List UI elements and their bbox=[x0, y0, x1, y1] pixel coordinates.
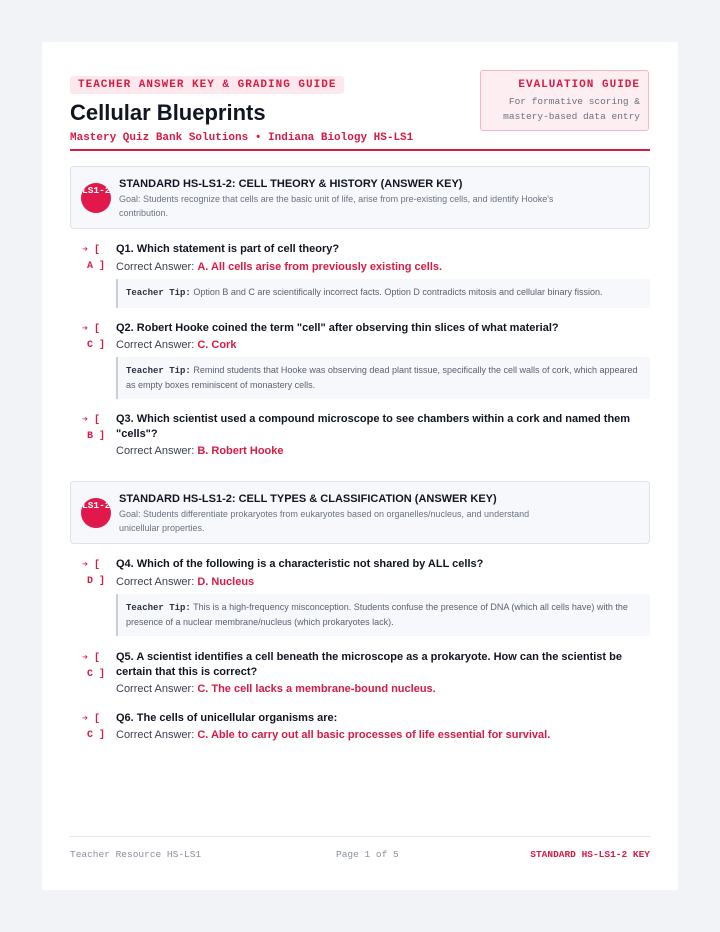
footer-resource: Teacher Resource HS-LS1 bbox=[70, 849, 202, 860]
teacher-tip-label: Teacher Tip: bbox=[126, 288, 191, 298]
footer-divider bbox=[70, 836, 650, 837]
correct-answer-value: D. Nucleus bbox=[197, 576, 255, 588]
section-goal: Goal: Students differentiate prokaryotes from eukaryotes based on organelles/nucleus, and understand unicellular properties. bbox=[119, 509, 530, 533]
answer-marker-letter: C ] bbox=[87, 730, 106, 741]
teacher-tip bbox=[116, 279, 650, 308]
answer-marker bbox=[82, 322, 112, 354]
answer-marker bbox=[82, 413, 112, 445]
document-tag: TEACHER ANSWER KEY & GRADING GUIDE bbox=[70, 76, 344, 94]
page-title: Cellular Blueprints bbox=[70, 100, 266, 125]
standard-badge: LS1-2 bbox=[81, 183, 111, 213]
answer-key-page bbox=[42, 42, 678, 890]
correct-answer bbox=[116, 339, 236, 351]
correct-answer-label: Correct Answer: bbox=[116, 339, 195, 351]
evaluation-guide-line-1: For formative scoring & bbox=[508, 96, 640, 107]
answer-marker bbox=[82, 558, 112, 590]
evaluation-guide-description bbox=[481, 94, 640, 124]
answer-marker-arrow: ➔ [ bbox=[82, 714, 101, 725]
question-text: Q4. Which of the following is a characteristic not shared by ALL cells? bbox=[116, 558, 484, 570]
teacher-tip-label: Teacher Tip: bbox=[126, 366, 191, 376]
correct-answer-value: A. All cells arise from previously existing cells. bbox=[197, 261, 443, 273]
correct-answer-label: Correct Answer: bbox=[116, 261, 195, 273]
page-subtitle: Mastery Quiz Bank Solutions • Indiana Biology HS-LS1 bbox=[70, 132, 414, 144]
answer-marker-letter: A ] bbox=[87, 261, 106, 272]
teacher-tip-text: Option B and C are scientifically incorrect facts. Option D contradicts mitosis and cellular binary fission. bbox=[193, 287, 603, 297]
teacher-tip-label: Teacher Tip: bbox=[126, 603, 191, 613]
correct-answer-label: Correct Answer: bbox=[116, 683, 195, 695]
evaluation-guide-box bbox=[480, 70, 649, 131]
standard-badge: LS1-2 bbox=[81, 498, 111, 528]
section-cell-theory bbox=[70, 166, 650, 229]
question-text: Q2. Robert Hooke coined the term "cell" after observing thin slices of what material? bbox=[116, 322, 559, 334]
correct-answer-label: Correct Answer: bbox=[116, 576, 195, 588]
answer-marker-arrow: ➔ [ bbox=[82, 324, 101, 335]
header-divider bbox=[70, 149, 650, 151]
section-goal: Goal: Students recognize that cells are the basic unit of life, arise from pre-existing cells, and identify Hooke's contribution. bbox=[119, 194, 554, 218]
answer-marker-arrow: ➔ [ bbox=[82, 415, 101, 426]
correct-answer bbox=[116, 261, 442, 273]
question-text: Q5. A scientist identifies a cell beneath the microscope as a prokaryote. How can the scientist be certain that this is correct? bbox=[116, 651, 622, 678]
correct-answer-value: C. Able to carry out all basic processes of life essential for survival. bbox=[197, 729, 551, 741]
section-title: STANDARD HS-LS1-2: CELL TYPES & CLASSIFICATION (ANSWER KEY) bbox=[119, 493, 497, 505]
teacher-tip bbox=[116, 594, 650, 636]
answer-marker-letter: C ] bbox=[87, 340, 106, 351]
correct-answer bbox=[116, 729, 550, 741]
correct-answer bbox=[116, 683, 436, 695]
correct-answer bbox=[116, 445, 284, 457]
answer-marker-arrow: ➔ [ bbox=[82, 245, 101, 256]
answer-marker bbox=[82, 243, 112, 275]
evaluation-guide-title: EVALUATION GUIDE bbox=[518, 79, 640, 91]
question-text: Q3. Which scientist used a compound microscope to see chambers within a cork and named them "cells"? bbox=[116, 413, 631, 440]
question-text: Q6. The cells of unicellular organisms are: bbox=[116, 712, 338, 724]
correct-answer-label: Correct Answer: bbox=[116, 729, 195, 741]
answer-marker bbox=[82, 651, 112, 683]
evaluation-guide-line-2: mastery-based data entry bbox=[503, 111, 640, 122]
teacher-tip-text: This is a high-frequency misconception. Students confuse the presence of DNA (which all cells have) with the presence of a nuclear membrane/nucleus (which prokaryotes lack). bbox=[126, 602, 628, 627]
answer-marker-arrow: ➔ [ bbox=[82, 653, 101, 664]
answer-marker-arrow: ➔ [ bbox=[82, 560, 101, 571]
teacher-tip-text: Remind students that Hooke was observing dead plant tissue, specifically the cell walls of cork, which appeared as empty boxes reminiscent of monastery cells. bbox=[126, 365, 638, 390]
footer-page-number: Page 1 of 5 bbox=[336, 849, 399, 860]
correct-answer-label: Correct Answer: bbox=[116, 445, 195, 457]
footer-standard: STANDARD HS-LS1-2 KEY bbox=[530, 849, 650, 860]
section-cell-types bbox=[70, 481, 650, 544]
answer-marker bbox=[82, 712, 112, 744]
section-title: STANDARD HS-LS1-2: CELL THEORY & HISTORY (ANSWER KEY) bbox=[119, 178, 463, 190]
answer-marker-letter: D ] bbox=[87, 576, 106, 587]
answer-marker-letter: C ] bbox=[87, 669, 106, 680]
correct-answer bbox=[116, 576, 254, 588]
answer-marker-letter: B ] bbox=[87, 431, 106, 442]
correct-answer-value: B. Robert Hooke bbox=[197, 445, 284, 457]
teacher-tip bbox=[116, 357, 650, 399]
correct-answer-value: C. Cork bbox=[197, 339, 237, 351]
correct-answer-value: C. The cell lacks a membrane-bound nucleus. bbox=[197, 683, 436, 695]
question-text: Q1. Which statement is part of cell theory? bbox=[116, 243, 340, 255]
